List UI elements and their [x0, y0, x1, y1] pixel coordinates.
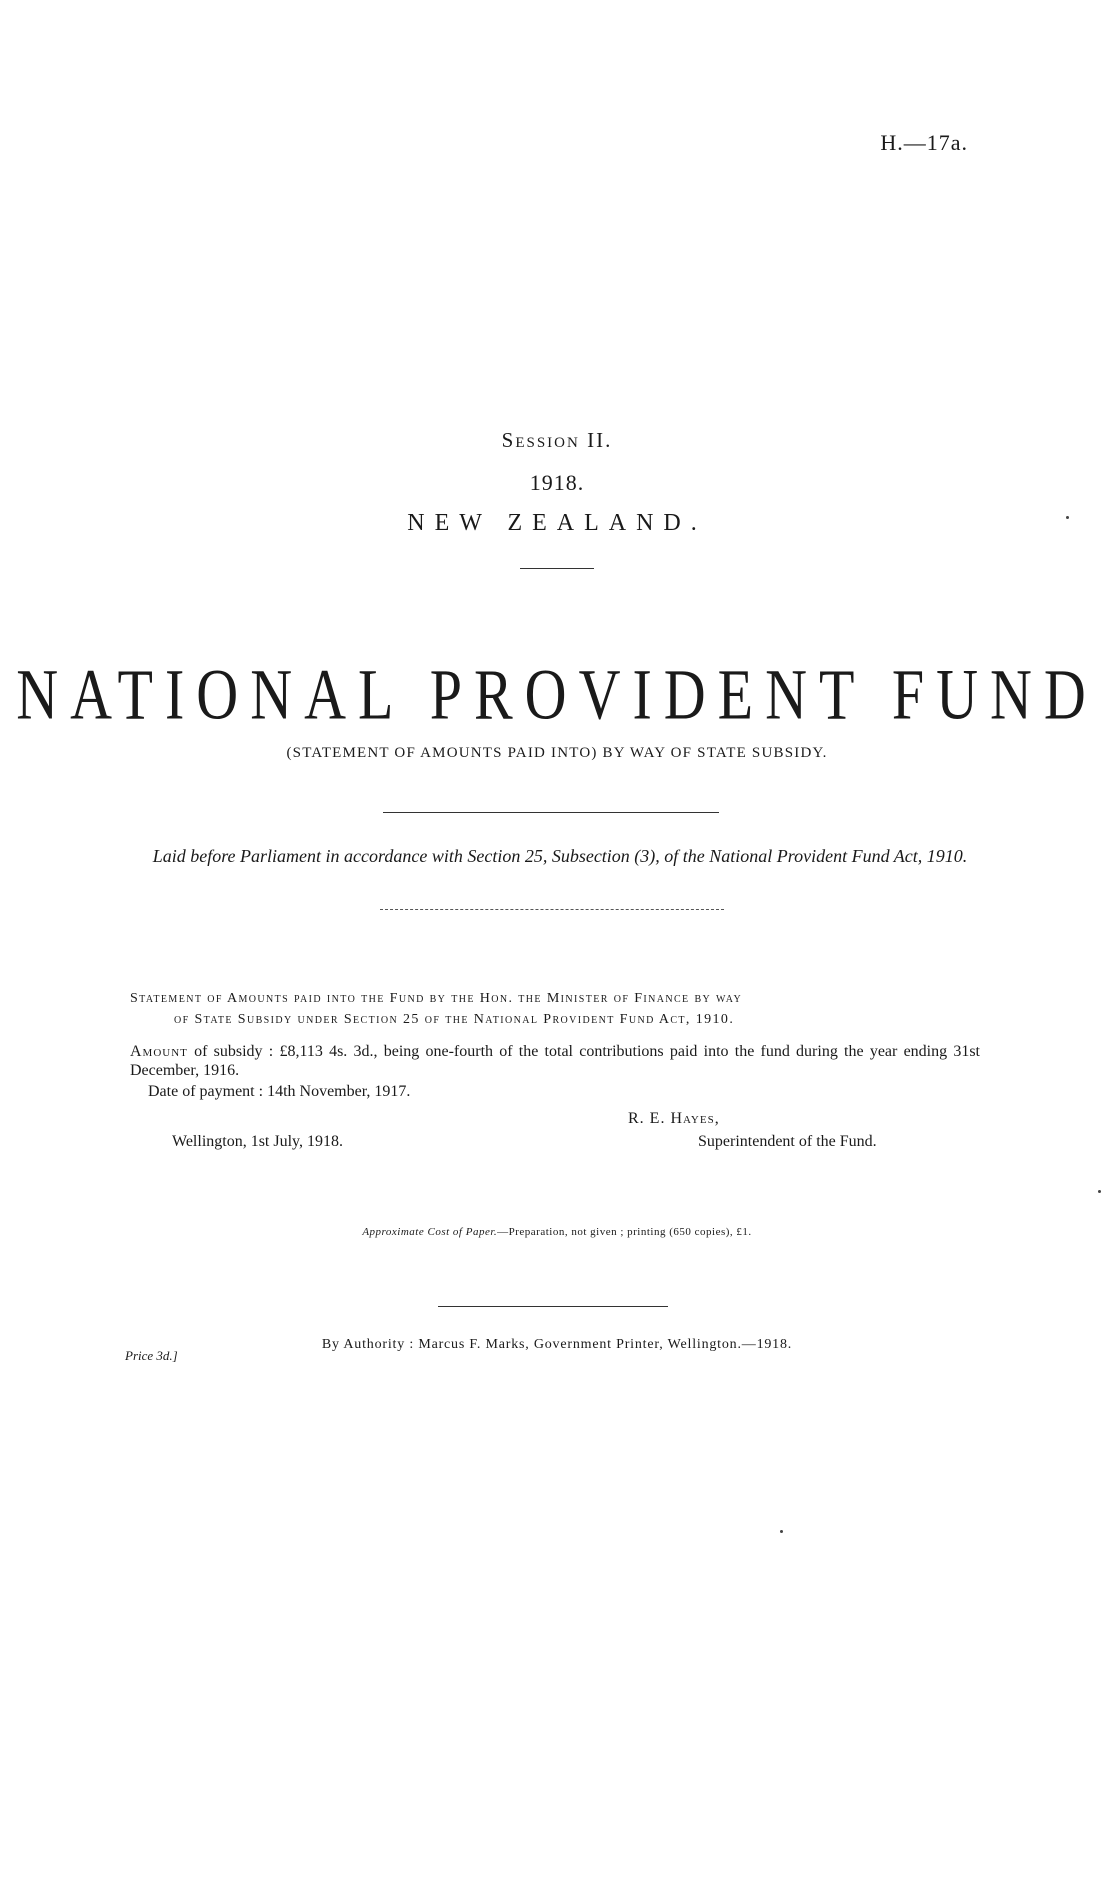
year-label: 1918. — [529, 470, 585, 495]
page-title: NATIONAL PROVIDENT FUND — [16, 653, 1098, 735]
document-reference: H.—17a. — [880, 130, 968, 155]
signatory-name: R. E. Hayes, — [628, 1110, 720, 1127]
cost-note — [0, 1226, 1114, 1238]
speck-mark — [1098, 1190, 1101, 1193]
place-and-date: Wellington, 1st July, 1918. — [172, 1133, 344, 1150]
statement-heading — [130, 988, 980, 1030]
divider-footer — [438, 1306, 668, 1307]
cost-text: —Preparation, not given ; printing (650 copies), £1. — [497, 1226, 752, 1238]
divider-short — [520, 568, 594, 569]
cost-label: Approximate Cost of Paper. — [362, 1226, 498, 1238]
amount-text: of subsidy : £8,113 4s. 3d., being one-fourth of the total contributions paid into the fund during the year ending 31st December, 1916. — [130, 1043, 980, 1079]
price-label: Price 3d.] — [125, 1348, 178, 1363]
session-label: Session II. — [501, 428, 613, 452]
page-subtitle: (STATEMENT OF AMOUNTS PAID INTO) BY WAY OF STATE SUBSIDY. — [286, 745, 828, 761]
laid-before-note: Laid before Parliament in accordance with Section 25, Subsection (3), of the National Provident Fund Act, 1910. — [152, 846, 968, 866]
divider-long — [383, 812, 719, 813]
subsidy-amount-paragraph — [130, 1042, 980, 1080]
date-of-payment: Date of payment : 14th November, 1917. — [148, 1083, 411, 1100]
divider-dashed — [380, 909, 724, 910]
printer-authority: By Authority : Marcus F. Marks, Government Printer, Wellington.—1918. — [321, 1337, 793, 1352]
signatory-role: Superintendent of the Fund. — [698, 1133, 877, 1150]
speck-mark — [780, 1530, 783, 1533]
amount-lead-word: Amount — [130, 1043, 188, 1060]
country-label: NEW ZEALAND. — [407, 510, 707, 536]
statement-heading-line1: Statement of Amounts paid into the Fund by the Hon. the Minister of Finance by way — [130, 991, 743, 1006]
statement-heading-line2: of State Subsidy under Section 25 of the National Provident Fund Act, 1910. — [174, 1012, 735, 1027]
speck-mark — [1066, 516, 1069, 519]
